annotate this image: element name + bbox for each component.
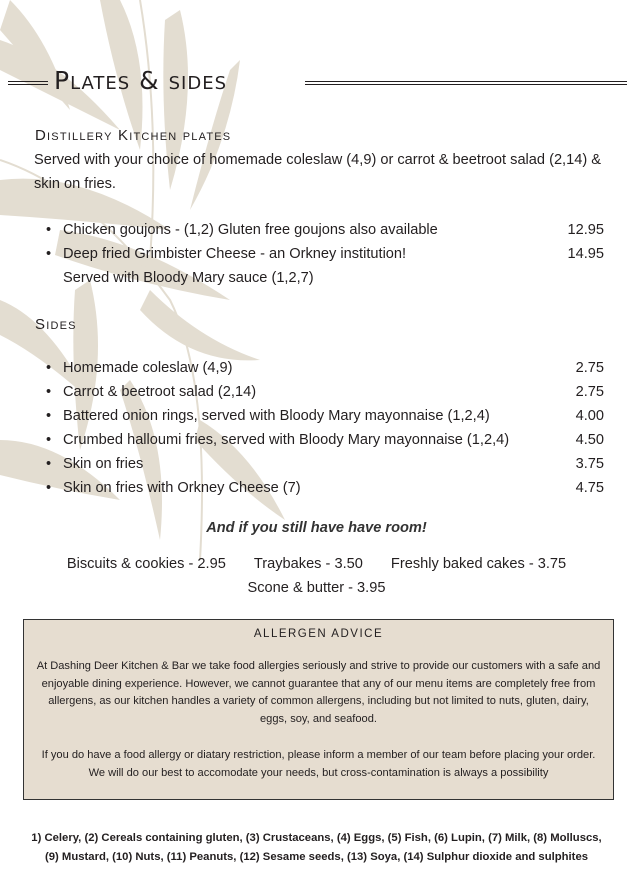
allergen-advice-paragraph: If you do have a food allergy or diatary restriction, please inform a member of our team before placing your order. We will do our best to accomodate your needs, but cross-contamination is always a possibility bbox=[41, 749, 596, 779]
item-name: Carrot & beetroot salad (2,14) bbox=[63, 384, 257, 400]
item-price: 12.95 bbox=[567, 222, 604, 238]
title-rule-right bbox=[305, 81, 627, 85]
item-name: Deep fried Grimbister Cheese - an Orkney institution! bbox=[63, 246, 407, 262]
allergen-advice-paragraph: At Dashing Deer Kitchen & Bar we take food allergies seriously and strive to provide our customers with a safe and enjoyable dining experience. However, we cannot guarantee that any of our menu items are completely free from allergens, as our kitchen handles a variety of common allergens, including but not limited to nuts, gluten, dairy, eggs, soy, and seafood. bbox=[36, 660, 601, 725]
menu-item bbox=[44, 404, 604, 428]
item-price: 3.75 bbox=[575, 456, 604, 472]
page-title: Plates & sides bbox=[54, 66, 228, 95]
bullet-icon: • bbox=[46, 432, 52, 448]
bullet-icon: • bbox=[46, 246, 52, 262]
sides-heading: Sides bbox=[35, 316, 77, 333]
item-price: 4.75 bbox=[575, 480, 604, 496]
menu-item bbox=[44, 476, 604, 500]
title-row bbox=[8, 66, 627, 102]
desserts-row-2 bbox=[0, 580, 633, 596]
desserts-heading: And if you still have have room! bbox=[206, 520, 427, 536]
kitchen-plates-heading: Distillery Kitchen plates bbox=[35, 127, 232, 144]
bullet-icon: • bbox=[46, 456, 52, 472]
menu-item bbox=[44, 428, 604, 452]
bullet-icon: • bbox=[46, 222, 52, 238]
dessert-item: Freshly baked cakes - 3.75 bbox=[390, 556, 567, 572]
item-price: 4.50 bbox=[575, 432, 604, 448]
item-price: 2.75 bbox=[575, 360, 604, 376]
menu-item bbox=[44, 452, 604, 476]
item-name: Crumbed halloumi fries, served with Bloody Mary mayonnaise (1,2,4) bbox=[63, 432, 510, 448]
item-name: Skin on fries with Orkney Cheese (7) bbox=[63, 480, 301, 496]
sides-list bbox=[44, 356, 604, 500]
title-rule-left bbox=[8, 81, 48, 85]
item-description: Served with Bloody Mary sauce (1,2,7) bbox=[63, 270, 314, 286]
menu-item bbox=[44, 218, 604, 242]
bullet-icon: • bbox=[46, 384, 52, 400]
item-name: Chicken goujons - (1,2) Gluten free goujons also available bbox=[63, 222, 438, 238]
item-name: Homemade coleslaw (4,9) bbox=[63, 360, 233, 376]
allergen-advice-title: ALLERGEN ADVICE bbox=[253, 628, 384, 640]
dessert-item: Biscuits & cookies - 2.95 bbox=[66, 556, 226, 572]
bullet-icon: • bbox=[46, 408, 52, 424]
allergen-advice-box bbox=[23, 619, 614, 800]
item-name: Skin on fries bbox=[63, 456, 144, 472]
item-price: 14.95 bbox=[567, 246, 604, 262]
item-name: Battered onion rings, served with Bloody Mary mayonnaise (1,2,4) bbox=[63, 408, 490, 424]
allergen-key bbox=[0, 829, 633, 867]
item-price: 2.75 bbox=[575, 384, 604, 400]
dessert-item: Scone & butter - 3.95 bbox=[247, 580, 386, 596]
item-price: 4.00 bbox=[575, 408, 604, 424]
menu-item bbox=[44, 242, 604, 290]
kitchen-plates-list bbox=[44, 218, 604, 290]
bullet-icon: • bbox=[46, 480, 52, 496]
bullet-icon: • bbox=[46, 360, 52, 376]
desserts-row-1 bbox=[0, 556, 633, 572]
allergen-key-line: 1) Celery, (2) Cereals containing gluten, (3) Crustaceans, (4) Eggs, (5) Fish, (6) Lupin, (7) Milk, (8) Molluscs, bbox=[31, 832, 602, 844]
menu-item bbox=[44, 380, 604, 404]
dessert-item: Traybakes - 3.50 bbox=[253, 556, 363, 572]
kitchen-plates-intro: Served with your choice of homemade coleslaw (4,9) or carrot & beetroot salad (2,14) & skin on fries. bbox=[34, 152, 601, 192]
allergen-key-line: (9) Mustard, (10) Nuts, (11) Peanuts, (12) Sesame seeds, (13) Soya, (14) Sulphur dioxide and sulphites bbox=[44, 851, 589, 863]
menu-item bbox=[44, 356, 604, 380]
